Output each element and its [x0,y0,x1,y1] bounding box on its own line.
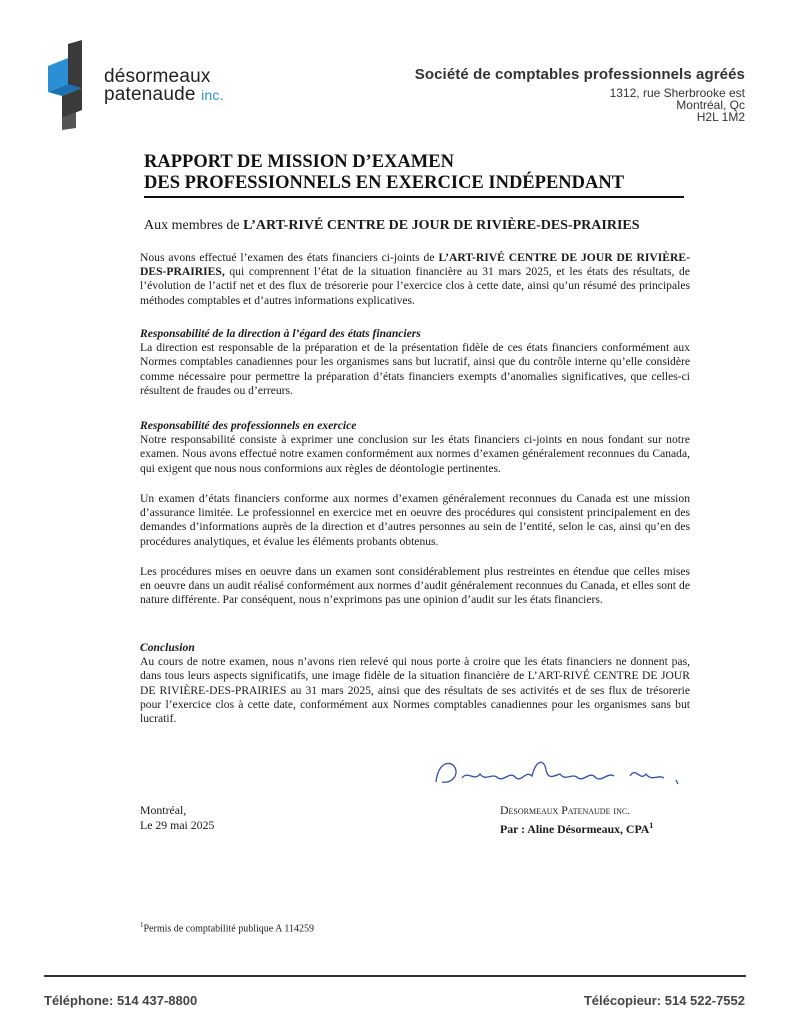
section-paragraph [140,492,690,549]
section-practitioner-responsibility [140,419,690,476]
address-line-1: 1312, rue Sherbrooke est [609,86,745,100]
company-logo [42,40,102,130]
section-heading: Responsabilité des professionnels en exercice [140,419,357,432]
report-title [144,152,624,194]
address-line-3: H2L 1M2 [696,110,745,124]
section-text: Un examen d’états financiers conforme aux normes d’examen généralement reconnues du Canada est une mission d’assurance limitée. Le professionnel en exercice met en oeuvre des procédures qui consistent principalement en des demandes d’informations auprès de la direction et d’autres personnes au sein de l’entité, selon le cas, ainsi qu’en des procédures analytiques, et évalue les éléments probants obtenus. [140,492,690,548]
title-line-1: RAPPORT DE MISSION D’EXAMEN [144,152,454,172]
handwritten-signature [432,752,682,794]
footer-divider [44,975,746,977]
firm-tagline: Société de comptables professionnels agréés [414,66,745,83]
signature-firm [500,803,653,837]
salutation [144,218,640,234]
address-line-2: Montréal, Qc [676,98,745,112]
section-management-responsibility [140,327,690,398]
section-text: Au cours de notre examen, nous n’avons rien relevé qui nous porte à croire que les états financiers ne donnent pas, dans tous leurs aspects significatifs, une image fidèle de la situation financière de L’ART-RIVÉ CENTRE DE JOUR DE RIVIÈRE-DES-PRAIRIES au 31 mars 2025, ainsi que des résultats de ses activités et de ses flux de trésorerie pour l’exercice clos à cette date, conformément aux Normes comptables canadiennes pour les organismes sans but lucratif. [140,655,690,726]
footnote-text: Permis de comptabilité publique A 114259 [143,923,314,935]
section-text: La direction est responsable de la préparation et de la présentation fidèle de ces états financiers conformément aux Normes comptables canadiennes pour les organismes sans but lucratif, ainsi que du contrôle interne qu’elle considère comme nécessaire pour permettre la préparation d’états financiers exempts d’anomalies significatives, que celles-ci résultent de fraudes ou d’erreurs. [140,341,690,397]
firm-address [610,87,745,123]
title-line-2: DES PROFESSIONNELS EN EXERCICE INDÉPENDANT [144,173,625,193]
section-text: Les procédures mises en oeuvre dans un examen sont considérablement plus restreintes en étendue que celles mises en oeuvre dans un audit réalisé conformément aux normes d’audit généralement reconnues du Canada, et elles sont de nature différente. Par conséquent, nous n’exprimons pas une opinion d’audit sur les états financiers. [140,565,690,607]
signature-city: Montréal, [140,803,187,817]
signature-firm-name: Desormeaux Patenaude inc. [500,803,631,817]
intro-text-start: Nous avons effectué l’examen des états financiers ci-joints de [140,251,439,264]
section-text: Notre responsabilité consiste à exprimer une conclusion sur les états financiers ci-joints en nous fondant sur notre examen. Nous avons effectué notre examen conformément aux normes d’examen généralement reconnues du Canada, qui exigent que nous nous conformions aux règles de déontologie pertinentes. [140,433,690,475]
intro-paragraph [140,251,690,308]
footer-fax: Télécopieur: 514 522-7552 [583,993,745,1008]
logo-inc: inc. [201,87,224,103]
footnote-marker: 1 [140,921,144,929]
logo-wordmark [104,68,224,104]
signature-signer: Par : Aline Désormeaux, CPA [500,821,650,836]
section-paragraph [140,565,690,608]
footnote [140,921,314,934]
signature-date: Le 29 mai 2025 [140,818,215,832]
salutation-prefix: Aux membres de [144,218,244,233]
salutation-org: L’ART-RIVÉ CENTRE DE JOUR DE RIVIÈRE-DES-PRAIRIES [243,218,640,233]
logo-line-1: désormeaux [104,66,211,87]
section-conclusion [140,641,690,726]
signer-footnote-ref: 1 [649,821,654,830]
intro-text-end: qui comprennent l’état de la situation financière au 31 mars 2025, et les états des résultats, de l’évolution de l’actif net et des flux de trésorerie pour l’exercice clos à cette date, ainsi qu’un résumé des principales méthodes comptables et d’autres informations explicatives. [140,265,690,307]
title-underline [144,196,684,198]
footer-phone: Téléphone: 514 437-8800 [44,993,198,1008]
section-heading: Conclusion [140,641,195,654]
section-heading: Responsabilité de la direction à l’égard des états financiers [140,327,421,340]
intro-org-name: L’ART-RIVÉ CENTRE DE JOUR DE RIVIÈRE-DES-PRAIRIES, [140,251,690,279]
signature-location [140,803,214,833]
logo-line-2: patenaude [104,84,196,105]
